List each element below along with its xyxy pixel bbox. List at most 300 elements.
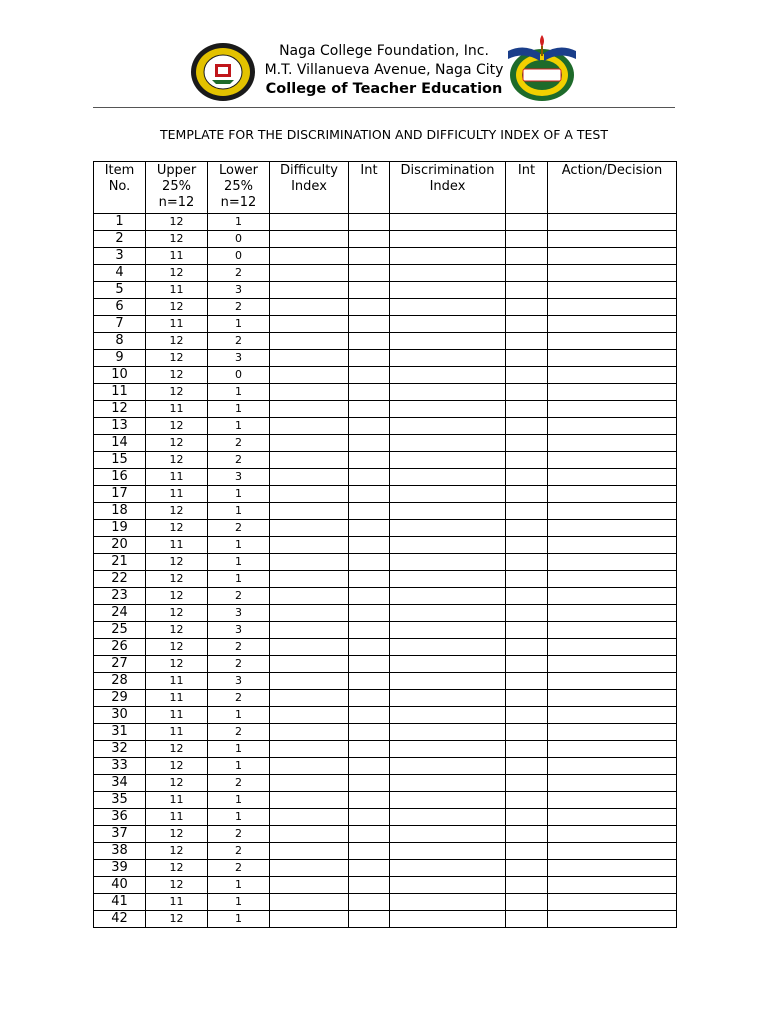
item-number-cell: 5 <box>94 282 146 299</box>
discrimination-index-cell[interactable] <box>390 758 506 775</box>
difficulty-int-cell[interactable] <box>349 503 390 520</box>
discrimination-int-cell[interactable] <box>506 435 548 452</box>
discrimination-int-cell[interactable] <box>506 622 548 639</box>
difficulty-int-cell[interactable] <box>349 554 390 571</box>
discrimination-index-cell[interactable] <box>390 690 506 707</box>
action-decision-cell[interactable] <box>548 639 677 656</box>
discrimination-index-cell[interactable] <box>390 418 506 435</box>
difficulty-int-cell[interactable] <box>349 605 390 622</box>
lower-count-cell: 2 <box>208 435 270 452</box>
discrimination-index-cell[interactable] <box>390 656 506 673</box>
action-decision-cell[interactable] <box>548 707 677 724</box>
discrimination-index-cell[interactable] <box>390 707 506 724</box>
discrimination-index-cell[interactable] <box>390 673 506 690</box>
difficulty-index-cell[interactable] <box>270 758 349 775</box>
difficulty-index-cell[interactable] <box>270 690 349 707</box>
item-number-cell: 3 <box>94 248 146 265</box>
discrimination-int-cell[interactable] <box>506 741 548 758</box>
discrimination-index-cell[interactable] <box>390 809 506 826</box>
action-decision-cell[interactable] <box>548 724 677 741</box>
action-decision-cell[interactable] <box>548 384 677 401</box>
difficulty-index-cell[interactable] <box>270 860 349 877</box>
action-decision-cell[interactable] <box>548 673 677 690</box>
table-row <box>94 350 677 367</box>
item-number-cell: 11 <box>94 384 146 401</box>
discrimination-int-cell[interactable] <box>506 911 548 928</box>
difficulty-index-cell[interactable] <box>270 299 349 316</box>
difficulty-int-cell[interactable] <box>349 367 390 384</box>
lower-count-cell: 0 <box>208 248 270 265</box>
action-decision-cell[interactable] <box>548 350 677 367</box>
lower-count-cell: 2 <box>208 826 270 843</box>
difficulty-index-cell[interactable] <box>270 826 349 843</box>
lower-count-cell: 1 <box>208 809 270 826</box>
action-decision-cell[interactable] <box>548 418 677 435</box>
discrimination-index-cell[interactable] <box>390 639 506 656</box>
lower-count-cell: 2 <box>208 724 270 741</box>
discrimination-index-cell[interactable] <box>390 265 506 282</box>
item-number-cell: 19 <box>94 520 146 537</box>
discrimination-index-cell[interactable] <box>390 877 506 894</box>
discrimination-int-cell[interactable] <box>506 299 548 316</box>
item-number-cell: 39 <box>94 860 146 877</box>
difficulty-int-cell[interactable] <box>349 673 390 690</box>
column-header-line: No. <box>108 179 131 194</box>
discrimination-int-cell[interactable] <box>506 520 548 537</box>
difficulty-index-cell[interactable] <box>270 537 349 554</box>
lower-count-cell: 0 <box>208 367 270 384</box>
difficulty-int-cell[interactable] <box>349 911 390 928</box>
lower-count-cell: 1 <box>208 877 270 894</box>
discrimination-index-cell[interactable] <box>390 469 506 486</box>
discrimination-int-cell[interactable] <box>506 588 548 605</box>
discrimination-int-cell[interactable] <box>506 401 548 418</box>
discrimination-int-cell[interactable] <box>506 537 548 554</box>
action-decision-cell[interactable] <box>548 758 677 775</box>
discrimination-int-cell[interactable] <box>506 367 548 384</box>
upper-count-cell: 12 <box>146 299 208 316</box>
discrimination-int-cell[interactable] <box>506 877 548 894</box>
discrimination-index-cell[interactable] <box>390 231 506 248</box>
upper-count-cell: 12 <box>146 656 208 673</box>
table-row <box>94 214 677 231</box>
action-decision-cell[interactable] <box>548 316 677 333</box>
difficulty-index-cell[interactable] <box>270 248 349 265</box>
upper-count-cell: 11 <box>146 792 208 809</box>
difficulty-index-cell[interactable] <box>270 367 349 384</box>
action-decision-cell[interactable] <box>548 435 677 452</box>
table-row <box>94 622 677 639</box>
upper-count-cell: 12 <box>146 214 208 231</box>
discrimination-index-cell[interactable] <box>390 367 506 384</box>
difficulty-int-cell[interactable] <box>349 316 390 333</box>
difficulty-int-cell[interactable] <box>349 639 390 656</box>
discrimination-int-cell[interactable] <box>506 843 548 860</box>
discrimination-index-cell[interactable] <box>390 843 506 860</box>
discrimination-int-cell[interactable] <box>506 350 548 367</box>
lower-count-cell: 2 <box>208 588 270 605</box>
column-header-item-no <box>94 162 146 214</box>
difficulty-int-cell[interactable] <box>349 690 390 707</box>
difficulty-index-cell[interactable] <box>270 486 349 503</box>
difficulty-index-cell[interactable] <box>270 503 349 520</box>
discrimination-index-cell[interactable] <box>390 214 506 231</box>
item-number-cell: 2 <box>94 231 146 248</box>
column-header-line: Int <box>517 163 536 178</box>
action-decision-cell[interactable] <box>548 452 677 469</box>
action-decision-cell[interactable] <box>548 775 677 792</box>
action-decision-cell[interactable] <box>548 401 677 418</box>
upper-count-cell: 12 <box>146 435 208 452</box>
difficulty-int-cell[interactable] <box>349 299 390 316</box>
difficulty-index-cell[interactable] <box>270 469 349 486</box>
difficulty-int-cell[interactable] <box>349 384 390 401</box>
table-row <box>94 894 677 911</box>
difficulty-int-cell[interactable] <box>349 707 390 724</box>
discrimination-index-cell[interactable] <box>390 826 506 843</box>
difficulty-int-cell[interactable] <box>349 860 390 877</box>
upper-count-cell: 12 <box>146 452 208 469</box>
action-decision-cell[interactable] <box>548 214 677 231</box>
item-number-cell: 29 <box>94 690 146 707</box>
discrimination-int-cell[interactable] <box>506 282 548 299</box>
discrimination-index-cell[interactable] <box>390 350 506 367</box>
action-decision-cell[interactable] <box>548 792 677 809</box>
item-number-cell: 25 <box>94 622 146 639</box>
discrimination-index-cell[interactable] <box>390 622 506 639</box>
difficulty-index-cell[interactable] <box>270 571 349 588</box>
lower-count-cell: 3 <box>208 469 270 486</box>
action-decision-cell[interactable] <box>548 231 677 248</box>
table-row <box>94 656 677 673</box>
discrimination-index-cell[interactable] <box>390 401 506 418</box>
discrimination-index-cell[interactable] <box>390 282 506 299</box>
difficulty-index-cell[interactable] <box>270 707 349 724</box>
discrimination-index-cell[interactable] <box>390 588 506 605</box>
difficulty-int-cell[interactable] <box>349 894 390 911</box>
difficulty-int-cell[interactable] <box>349 775 390 792</box>
action-decision-cell[interactable] <box>548 265 677 282</box>
action-decision-cell[interactable] <box>548 860 677 877</box>
difficulty-int-cell[interactable] <box>349 792 390 809</box>
difficulty-index-cell[interactable] <box>270 214 349 231</box>
upper-count-cell: 11 <box>146 486 208 503</box>
upper-count-cell: 12 <box>146 588 208 605</box>
difficulty-int-cell[interactable] <box>349 622 390 639</box>
discrimination-int-cell[interactable] <box>506 452 548 469</box>
difficulty-index-cell[interactable] <box>270 809 349 826</box>
difficulty-int-cell[interactable] <box>349 231 390 248</box>
difficulty-index-cell[interactable] <box>270 656 349 673</box>
college-name: College of Teacher Education <box>265 81 503 97</box>
column-header-line: Lower <box>219 163 258 178</box>
difficulty-int-cell[interactable] <box>349 418 390 435</box>
difficulty-int-cell[interactable] <box>349 282 390 299</box>
difficulty-index-cell[interactable] <box>270 894 349 911</box>
difficulty-index-cell[interactable] <box>270 231 349 248</box>
column-header-line: Index <box>429 179 466 194</box>
table-row <box>94 775 677 792</box>
table-row <box>94 367 677 384</box>
lower-count-cell: 1 <box>208 214 270 231</box>
difficulty-int-cell[interactable] <box>349 265 390 282</box>
discrimination-int-cell[interactable] <box>506 214 548 231</box>
discrimination-int-cell[interactable] <box>506 707 548 724</box>
discrimination-int-cell[interactable] <box>506 605 548 622</box>
action-decision-cell[interactable] <box>548 520 677 537</box>
action-decision-cell[interactable] <box>548 486 677 503</box>
action-decision-cell[interactable] <box>548 894 677 911</box>
difficulty-index-cell[interactable] <box>270 265 349 282</box>
difficulty-int-cell[interactable] <box>349 571 390 588</box>
discrimination-index-cell[interactable] <box>390 435 506 452</box>
difficulty-int-cell[interactable] <box>349 758 390 775</box>
difficulty-index-cell[interactable] <box>270 384 349 401</box>
difficulty-index-cell[interactable] <box>270 724 349 741</box>
table-row <box>94 554 677 571</box>
discrimination-index-cell[interactable] <box>390 911 506 928</box>
table-row <box>94 384 677 401</box>
upper-count-cell: 11 <box>146 282 208 299</box>
discrimination-int-cell[interactable] <box>506 316 548 333</box>
difficulty-index-cell[interactable] <box>270 792 349 809</box>
discrimination-int-cell[interactable] <box>506 333 548 350</box>
discrimination-index-cell[interactable] <box>390 775 506 792</box>
item-number-cell: 7 <box>94 316 146 333</box>
institution-header <box>262 42 506 99</box>
lower-count-cell: 1 <box>208 792 270 809</box>
discrimination-index-cell[interactable] <box>390 894 506 911</box>
difficulty-index-cell[interactable] <box>270 554 349 571</box>
difficulty-index-cell[interactable] <box>270 911 349 928</box>
action-decision-cell[interactable] <box>548 911 677 928</box>
discrimination-int-cell[interactable] <box>506 248 548 265</box>
lower-count-cell: 2 <box>208 639 270 656</box>
discrimination-int-cell[interactable] <box>506 826 548 843</box>
difficulty-index-cell[interactable] <box>270 282 349 299</box>
difficulty-index-cell[interactable] <box>270 452 349 469</box>
item-number-cell: 33 <box>94 758 146 775</box>
upper-count-cell: 12 <box>146 775 208 792</box>
discrimination-int-cell[interactable] <box>506 571 548 588</box>
action-decision-cell[interactable] <box>548 537 677 554</box>
difficulty-int-cell[interactable] <box>349 843 390 860</box>
discrimination-index-cell[interactable] <box>390 486 506 503</box>
discrimination-int-cell[interactable] <box>506 775 548 792</box>
action-decision-cell[interactable] <box>548 741 677 758</box>
action-decision-cell[interactable] <box>548 656 677 673</box>
item-number-cell: 6 <box>94 299 146 316</box>
difficulty-int-cell[interactable] <box>349 469 390 486</box>
action-decision-cell[interactable] <box>548 690 677 707</box>
difficulty-index-cell[interactable] <box>270 316 349 333</box>
action-decision-cell[interactable] <box>548 299 677 316</box>
action-decision-cell[interactable] <box>548 503 677 520</box>
item-number-cell: 41 <box>94 894 146 911</box>
discrimination-index-cell[interactable] <box>390 571 506 588</box>
difficulty-index-cell[interactable] <box>270 843 349 860</box>
lower-count-cell: 2 <box>208 775 270 792</box>
action-decision-cell[interactable] <box>548 571 677 588</box>
table-row <box>94 503 677 520</box>
action-decision-cell[interactable] <box>548 809 677 826</box>
difficulty-index-cell[interactable] <box>270 588 349 605</box>
lower-count-cell: 2 <box>208 265 270 282</box>
difficulty-int-cell[interactable] <box>349 724 390 741</box>
item-number-cell: 28 <box>94 673 146 690</box>
difficulty-int-cell[interactable] <box>349 520 390 537</box>
item-number-cell: 22 <box>94 571 146 588</box>
upper-count-cell: 12 <box>146 418 208 435</box>
action-decision-cell[interactable] <box>548 469 677 486</box>
difficulty-int-cell[interactable] <box>349 214 390 231</box>
discrimination-int-cell[interactable] <box>506 673 548 690</box>
lower-count-cell: 3 <box>208 350 270 367</box>
action-decision-cell[interactable] <box>548 554 677 571</box>
discrimination-index-cell[interactable] <box>390 537 506 554</box>
discrimination-index-cell[interactable] <box>390 792 506 809</box>
difficulty-int-cell[interactable] <box>349 826 390 843</box>
difficulty-int-cell[interactable] <box>349 248 390 265</box>
discrimination-int-cell[interactable] <box>506 690 548 707</box>
item-number-cell: 31 <box>94 724 146 741</box>
table-row <box>94 435 677 452</box>
lower-count-cell: 1 <box>208 571 270 588</box>
item-number-cell: 10 <box>94 367 146 384</box>
difficulty-index-cell[interactable] <box>270 435 349 452</box>
lower-count-cell: 1 <box>208 894 270 911</box>
discrimination-int-cell[interactable] <box>506 809 548 826</box>
item-number-cell: 32 <box>94 741 146 758</box>
discrimination-int-cell[interactable] <box>506 894 548 911</box>
difficulty-int-cell[interactable] <box>349 452 390 469</box>
difficulty-int-cell[interactable] <box>349 656 390 673</box>
table-row <box>94 248 677 265</box>
action-decision-cell[interactable] <box>548 622 677 639</box>
action-decision-cell[interactable] <box>548 605 677 622</box>
table-body <box>94 214 677 928</box>
item-number-cell: 14 <box>94 435 146 452</box>
discrimination-int-cell[interactable] <box>506 384 548 401</box>
difficulty-int-cell[interactable] <box>349 537 390 554</box>
item-number-cell: 24 <box>94 605 146 622</box>
discrimination-int-cell[interactable] <box>506 792 548 809</box>
discrimination-index-cell[interactable] <box>390 248 506 265</box>
discrimination-int-cell[interactable] <box>506 265 548 282</box>
difficulty-index-cell[interactable] <box>270 418 349 435</box>
discrimination-index-cell[interactable] <box>390 724 506 741</box>
action-decision-cell[interactable] <box>548 588 677 605</box>
discrimination-int-cell[interactable] <box>506 724 548 741</box>
difficulty-int-cell[interactable] <box>349 486 390 503</box>
discrimination-int-cell[interactable] <box>506 554 548 571</box>
upper-count-cell: 12 <box>146 741 208 758</box>
discrimination-int-cell[interactable] <box>506 860 548 877</box>
discrimination-int-cell[interactable] <box>506 758 548 775</box>
lower-count-cell: 1 <box>208 418 270 435</box>
column-header-int-2 <box>506 162 548 214</box>
difficulty-int-cell[interactable] <box>349 588 390 605</box>
item-number-cell: 23 <box>94 588 146 605</box>
difficulty-index-cell[interactable] <box>270 401 349 418</box>
difficulty-index-cell[interactable] <box>270 622 349 639</box>
discrimination-int-cell[interactable] <box>506 503 548 520</box>
column-header-line: Int <box>360 163 378 178</box>
table-row <box>94 486 677 503</box>
item-number-cell: 16 <box>94 469 146 486</box>
item-number-cell: 40 <box>94 877 146 894</box>
difficulty-index-cell[interactable] <box>270 877 349 894</box>
action-decision-cell[interactable] <box>548 843 677 860</box>
discrimination-int-cell[interactable] <box>506 231 548 248</box>
difficulty-int-cell[interactable] <box>349 435 390 452</box>
action-decision-cell[interactable] <box>548 333 677 350</box>
difficulty-int-cell[interactable] <box>349 741 390 758</box>
difficulty-int-cell[interactable] <box>349 401 390 418</box>
table-row <box>94 316 677 333</box>
lower-count-cell: 1 <box>208 911 270 928</box>
column-header-line: 25% <box>224 179 253 194</box>
discrimination-int-cell[interactable] <box>506 639 548 656</box>
discrimination-int-cell[interactable] <box>506 418 548 435</box>
discrimination-index-cell[interactable] <box>390 316 506 333</box>
document-title: TEMPLATE FOR THE DISCRIMINATION AND DIFFICULTY INDEX OF A TEST <box>160 127 608 142</box>
action-decision-cell[interactable] <box>548 367 677 384</box>
discrimination-index-cell[interactable] <box>390 605 506 622</box>
difficulty-index-cell[interactable] <box>270 333 349 350</box>
discrimination-index-cell[interactable] <box>390 333 506 350</box>
difficulty-index-cell[interactable] <box>270 520 349 537</box>
discrimination-index-cell[interactable] <box>390 503 506 520</box>
table-row <box>94 690 677 707</box>
difficulty-index-cell[interactable] <box>270 741 349 758</box>
lower-count-cell: 3 <box>208 673 270 690</box>
discrimination-index-cell[interactable] <box>390 384 506 401</box>
discrimination-index-cell[interactable] <box>390 299 506 316</box>
discrimination-int-cell[interactable] <box>506 656 548 673</box>
discrimination-index-cell[interactable] <box>390 554 506 571</box>
table-row <box>94 860 677 877</box>
difficulty-index-cell[interactable] <box>270 605 349 622</box>
difficulty-index-cell[interactable] <box>270 673 349 690</box>
discrimination-index-cell[interactable] <box>390 520 506 537</box>
upper-count-cell: 12 <box>146 554 208 571</box>
index-table <box>93 161 677 928</box>
upper-count-cell: 12 <box>146 265 208 282</box>
action-decision-cell[interactable] <box>548 282 677 299</box>
item-number-cell: 26 <box>94 639 146 656</box>
table-row <box>94 282 677 299</box>
difficulty-int-cell[interactable] <box>349 333 390 350</box>
action-decision-cell[interactable] <box>548 877 677 894</box>
lower-count-cell: 1 <box>208 384 270 401</box>
discrimination-index-cell[interactable] <box>390 741 506 758</box>
discrimination-index-cell[interactable] <box>390 860 506 877</box>
action-decision-cell[interactable] <box>548 248 677 265</box>
column-header-upper-25 <box>146 162 208 214</box>
difficulty-index-cell[interactable] <box>270 350 349 367</box>
difficulty-int-cell[interactable] <box>349 877 390 894</box>
action-decision-cell[interactable] <box>548 826 677 843</box>
discrimination-index-cell[interactable] <box>390 452 506 469</box>
lower-count-cell: 1 <box>208 316 270 333</box>
difficulty-index-cell[interactable] <box>270 639 349 656</box>
difficulty-int-cell[interactable] <box>349 809 390 826</box>
discrimination-int-cell[interactable] <box>506 486 548 503</box>
discrimination-int-cell[interactable] <box>506 469 548 486</box>
difficulty-int-cell[interactable] <box>349 350 390 367</box>
difficulty-index-cell[interactable] <box>270 775 349 792</box>
